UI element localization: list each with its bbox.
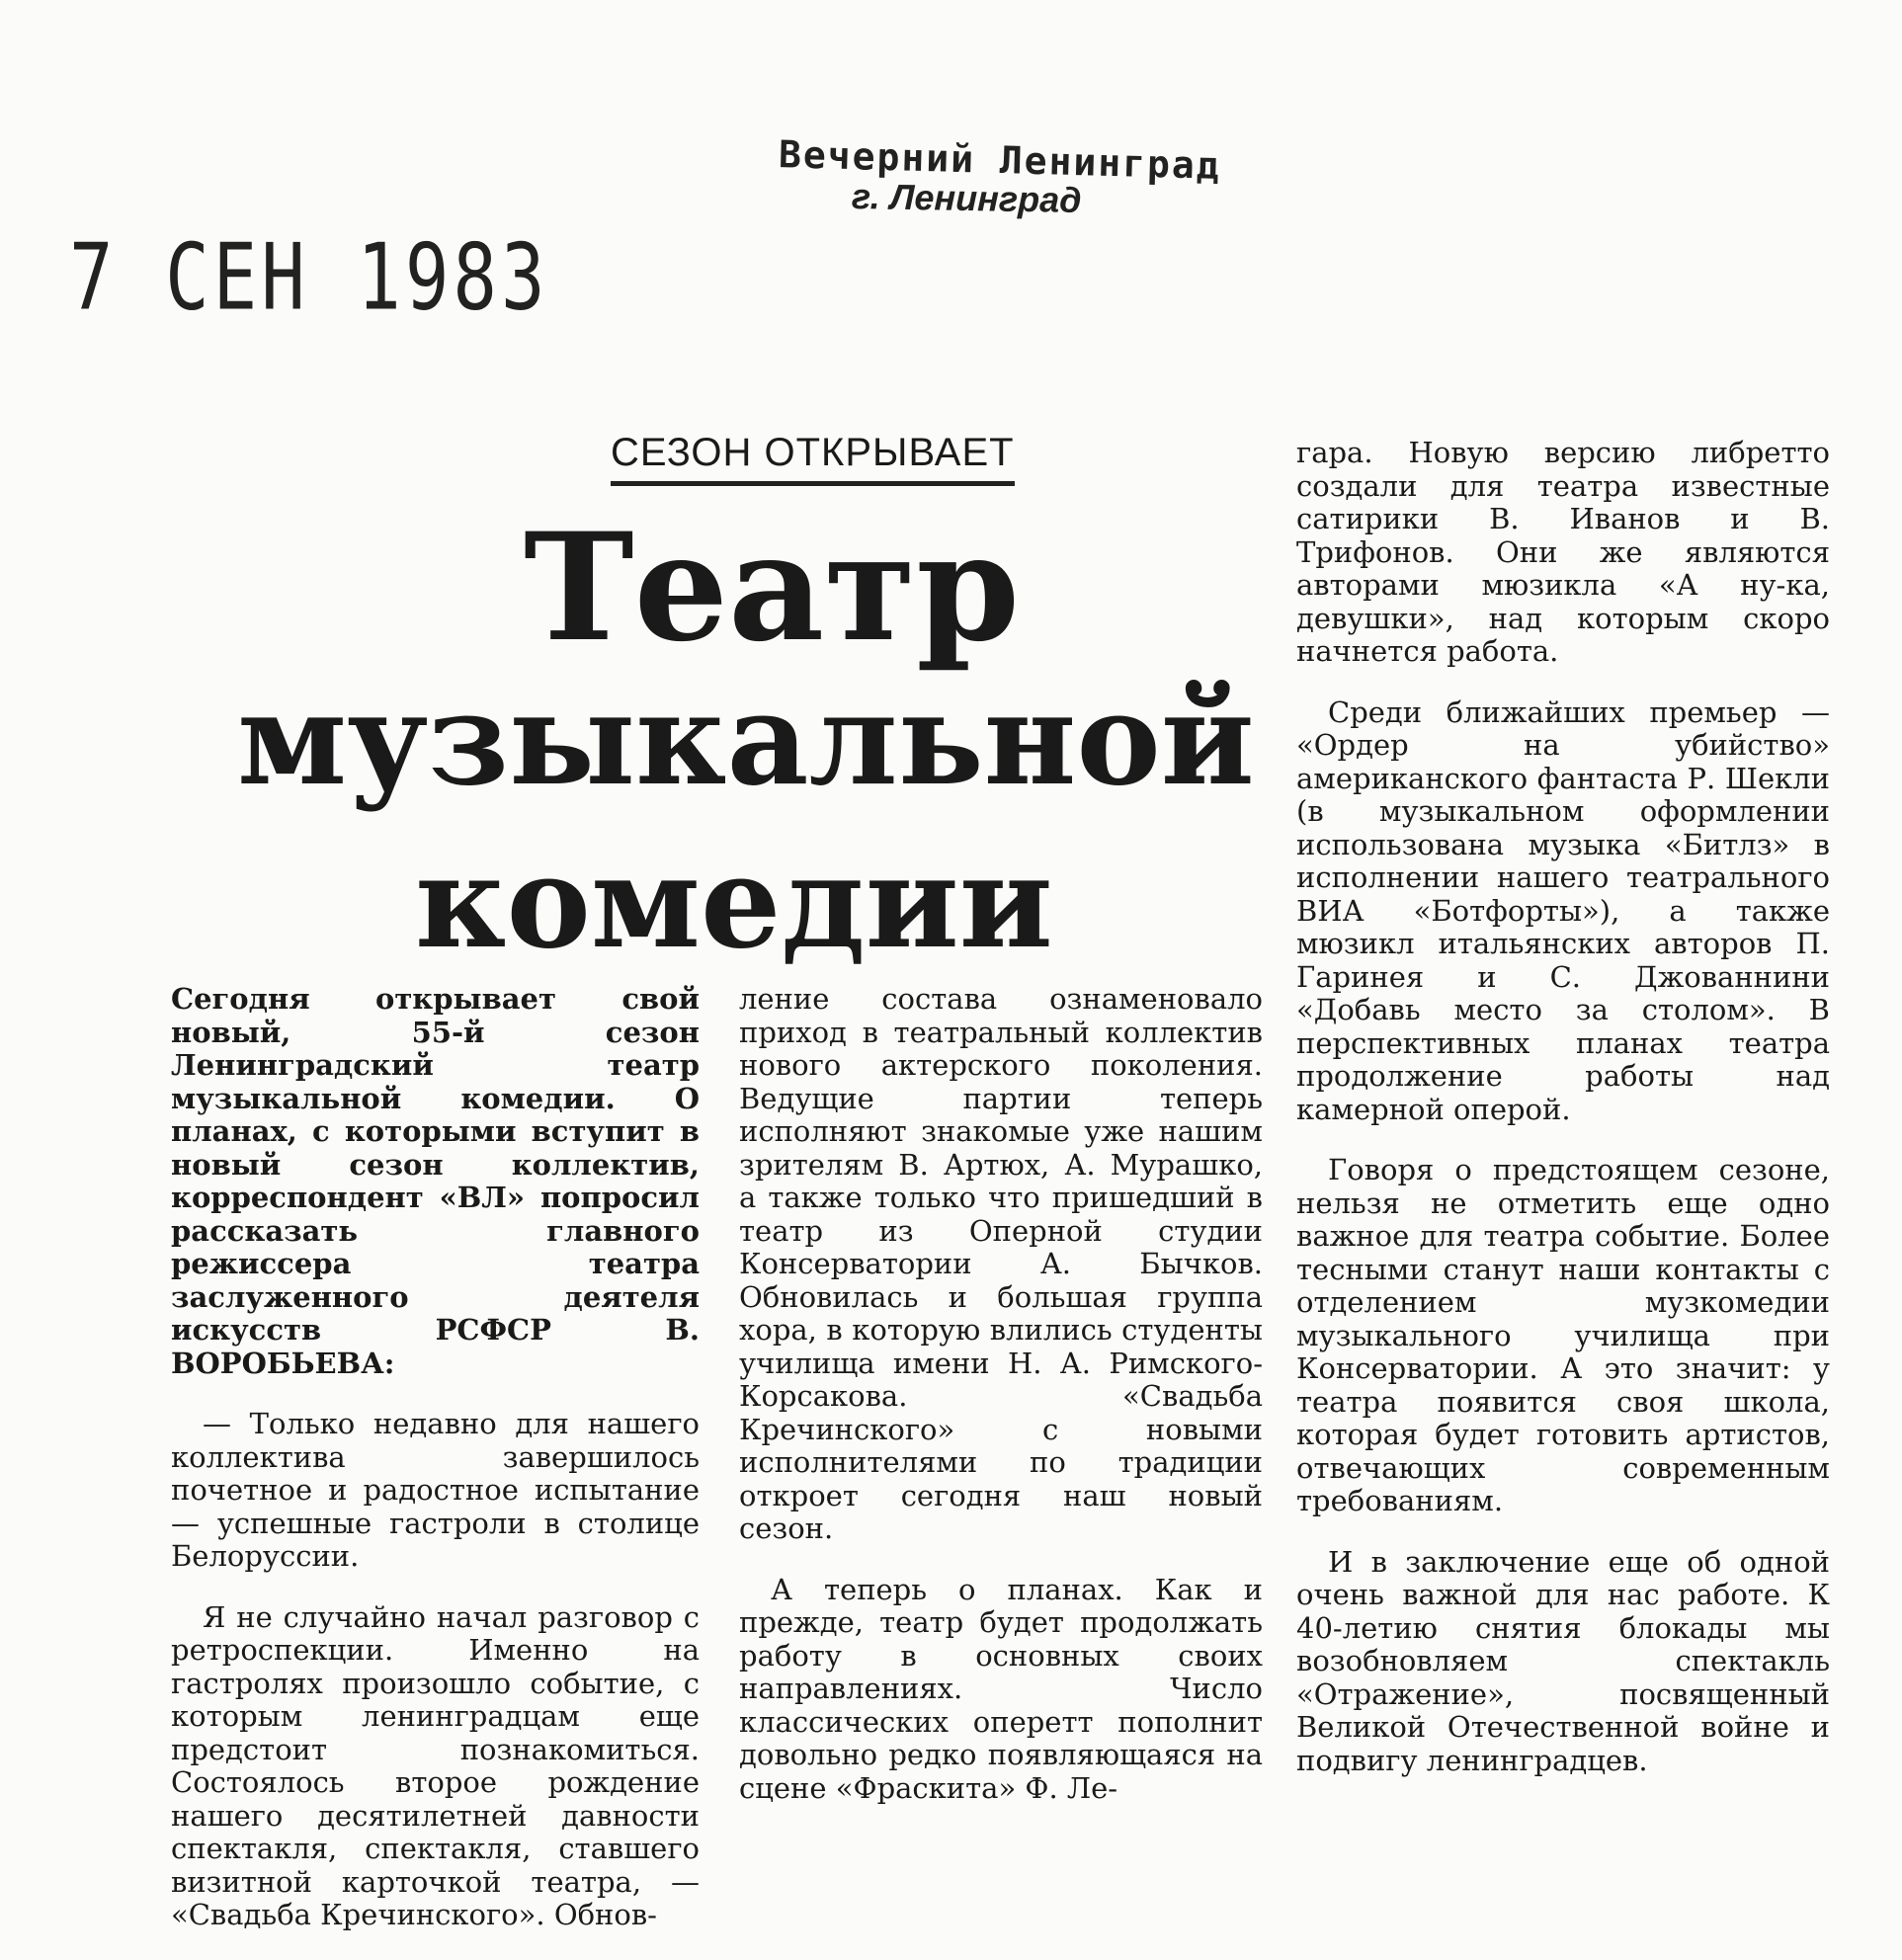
headline-line-3: комедии bbox=[415, 829, 1053, 977]
article-paragraph: ление состава ознаменовало приход в театральный коллектив нового актерского поколения. Ведущие партии теперь исполняют знакомые уже нашим зрителям В. Артюх, А. Мурашко, а также только что пришедший в театр из Оперной студии Консерватории А. Бычков. Обновилась и большая группа хора, в которую влились студенты училища имени Н. А. Римского-Корсакова. «Свадьба Кречинского» с новыми исполнителями по традиции откроет сегодня наш новый сезон. bbox=[739, 982, 1263, 1545]
article-paragraph: гара. Новую версию либретто создали для театра известные сатирики В. Иванов и В. Трифонов. Они же являются авторами мюзикла «А ну-ка, девушки», над которым скоро начнется работа. bbox=[1296, 436, 1830, 668]
article-paragraph: Среди ближайших премьер — «Ордер на убийство» американского фантаста Р. Шекли (в музыкальном оформлении использована музыка «Битлз» в исполнении нашего театрального ВИА «Ботфорты»), а также мюзикл итальянских авторов П. Гаринея и С. Джованнини «Добавь место за столом». В перспективных планах театра продолжение работы над камерной оперой. bbox=[1296, 694, 1830, 1126]
headline-line-1: Театр bbox=[524, 501, 1021, 675]
article-intro: Сегодня открывает свой новый, 55-й сезон Ленинградский театр музыкальной комедии. О планах, с которыми вступит в новый сезон коллектив, корреспондент «ВЛ» попросил рассказать главного режиссера театра заслуженного деятеля искусств РСФСР В. ВОРОБЬЕВА: bbox=[171, 982, 700, 1380]
article-column-1 bbox=[171, 983, 700, 1960]
article-paragraph: — Только недавно для нашего коллектива завершилось почетное и радостное испытание — успешные гастроли в столице Белоруссии. bbox=[171, 1407, 700, 1573]
article-paragraph: Я не случайно начал разговор с ретроспекции. Именно на гастролях произошло событие, с которым ленинградцам еще предстоит познакомиться. Состоялось второе рождение нашего десятилетней давности спектакля, спектакля, ставшего визитной карточкой театра, — «Свадьба Кречинского». Обнов- bbox=[171, 1599, 700, 1931]
rubric-label: СЕЗОН ОТКРЫВАЕТ bbox=[611, 431, 1015, 486]
date-stamp: 7 СЕН 1983 bbox=[69, 224, 549, 331]
headline-line-2: музыкальной bbox=[237, 666, 1255, 814]
city-stamp: г. Ленинград bbox=[851, 175, 1082, 221]
article-column-3 bbox=[1296, 437, 1830, 1805]
newspaper-name-stamp: Вечерний Ленинград bbox=[778, 132, 1222, 188]
article-paragraph: А теперь о планах. Как и прежде, театр будет продолжать работу в основных своих направлениях. Число классических оперетт пополнит довольно редко появляющаяся на сцене «Фраскита» Ф. Ле- bbox=[739, 1572, 1263, 1805]
article-column-2 bbox=[739, 983, 1263, 1833]
article-paragraph: Говоря о предстоящем сезоне, нельзя не отметить еще одно важное для театра событие. Более тесными станут наши контакты с отделением музкомедии музыкального училища при Консерватории. А это значит: у театра появится своя школа, которая будет готовить артистов, отвечающих современным требованиям. bbox=[1296, 1153, 1830, 1517]
article-paragraph: И в заключение еще об одной очень важной для нас работе. К 40-летию снятия блокады мы возобновляем спектакль «Отражение», посвященный Великой Отечественной войне и подвигу ленинградцев. bbox=[1296, 1544, 1830, 1777]
